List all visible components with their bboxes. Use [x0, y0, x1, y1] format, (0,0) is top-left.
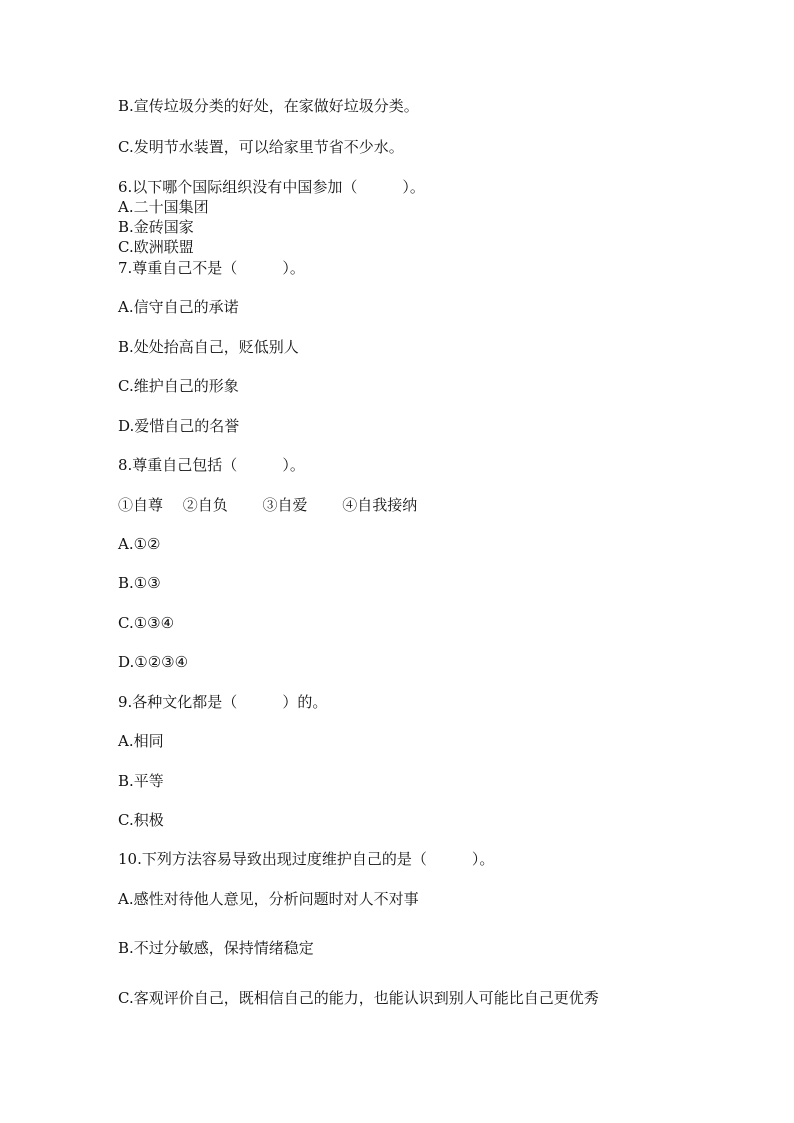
q9-option-a: A.相同 — [118, 732, 164, 750]
q6-option-a: A.二十国集团 — [118, 198, 209, 216]
q8-option-c: C.①③④ — [118, 614, 175, 632]
q9-stem: 9.各种文化都是（ ）的。 — [118, 693, 328, 711]
q8-option-a: A.①② — [118, 535, 161, 553]
q7-option-b: B.处处抬高自己，贬低别人 — [118, 338, 299, 356]
q9-option-c: C.积极 — [118, 811, 164, 829]
q8-items: ①自尊 ②自负 ③自爱 ④自我接纳 — [118, 496, 418, 514]
q10-option-b: B.不过分敏感，保持情绪稳定 — [118, 939, 314, 957]
q8-option-b: B.①③ — [118, 574, 161, 592]
q5-option-c: C.发明节水装置，可以给家里节省不少水。 — [118, 138, 404, 156]
q10-stem: 10.下列方法容易导致出现过度维护自己的是（ ）。 — [118, 850, 495, 868]
q5-option-b: B.宣传垃圾分类的好处，在家做好垃圾分类。 — [118, 97, 419, 115]
q8-stem: 8.尊重自己包括（ ）。 — [118, 456, 305, 474]
q10-option-a: A.感性对待他人意见，分析问题时对人不对事 — [118, 890, 419, 908]
q7-stem: 7.尊重自己不是（ ）。 — [118, 259, 305, 277]
q8-option-d: D.①②③④ — [118, 653, 189, 671]
q10-option-c: C.客观评价自己，既相信自己的能力，也能认识到别人可能比自己更优秀 — [118, 989, 599, 1007]
q6-stem: 6.以下哪个国际组织没有中国参加（ ）。 — [118, 178, 425, 196]
q7-option-c: C.维护自己的形象 — [118, 377, 239, 395]
q9-option-b: B.平等 — [118, 772, 164, 790]
q7-option-d: D.爱惜自己的名誉 — [118, 417, 240, 435]
q7-option-a: A.信守自己的承诺 — [118, 298, 239, 316]
q6-option-b: B.金砖国家 — [118, 218, 194, 236]
q6-option-c: C.欧洲联盟 — [118, 238, 194, 256]
